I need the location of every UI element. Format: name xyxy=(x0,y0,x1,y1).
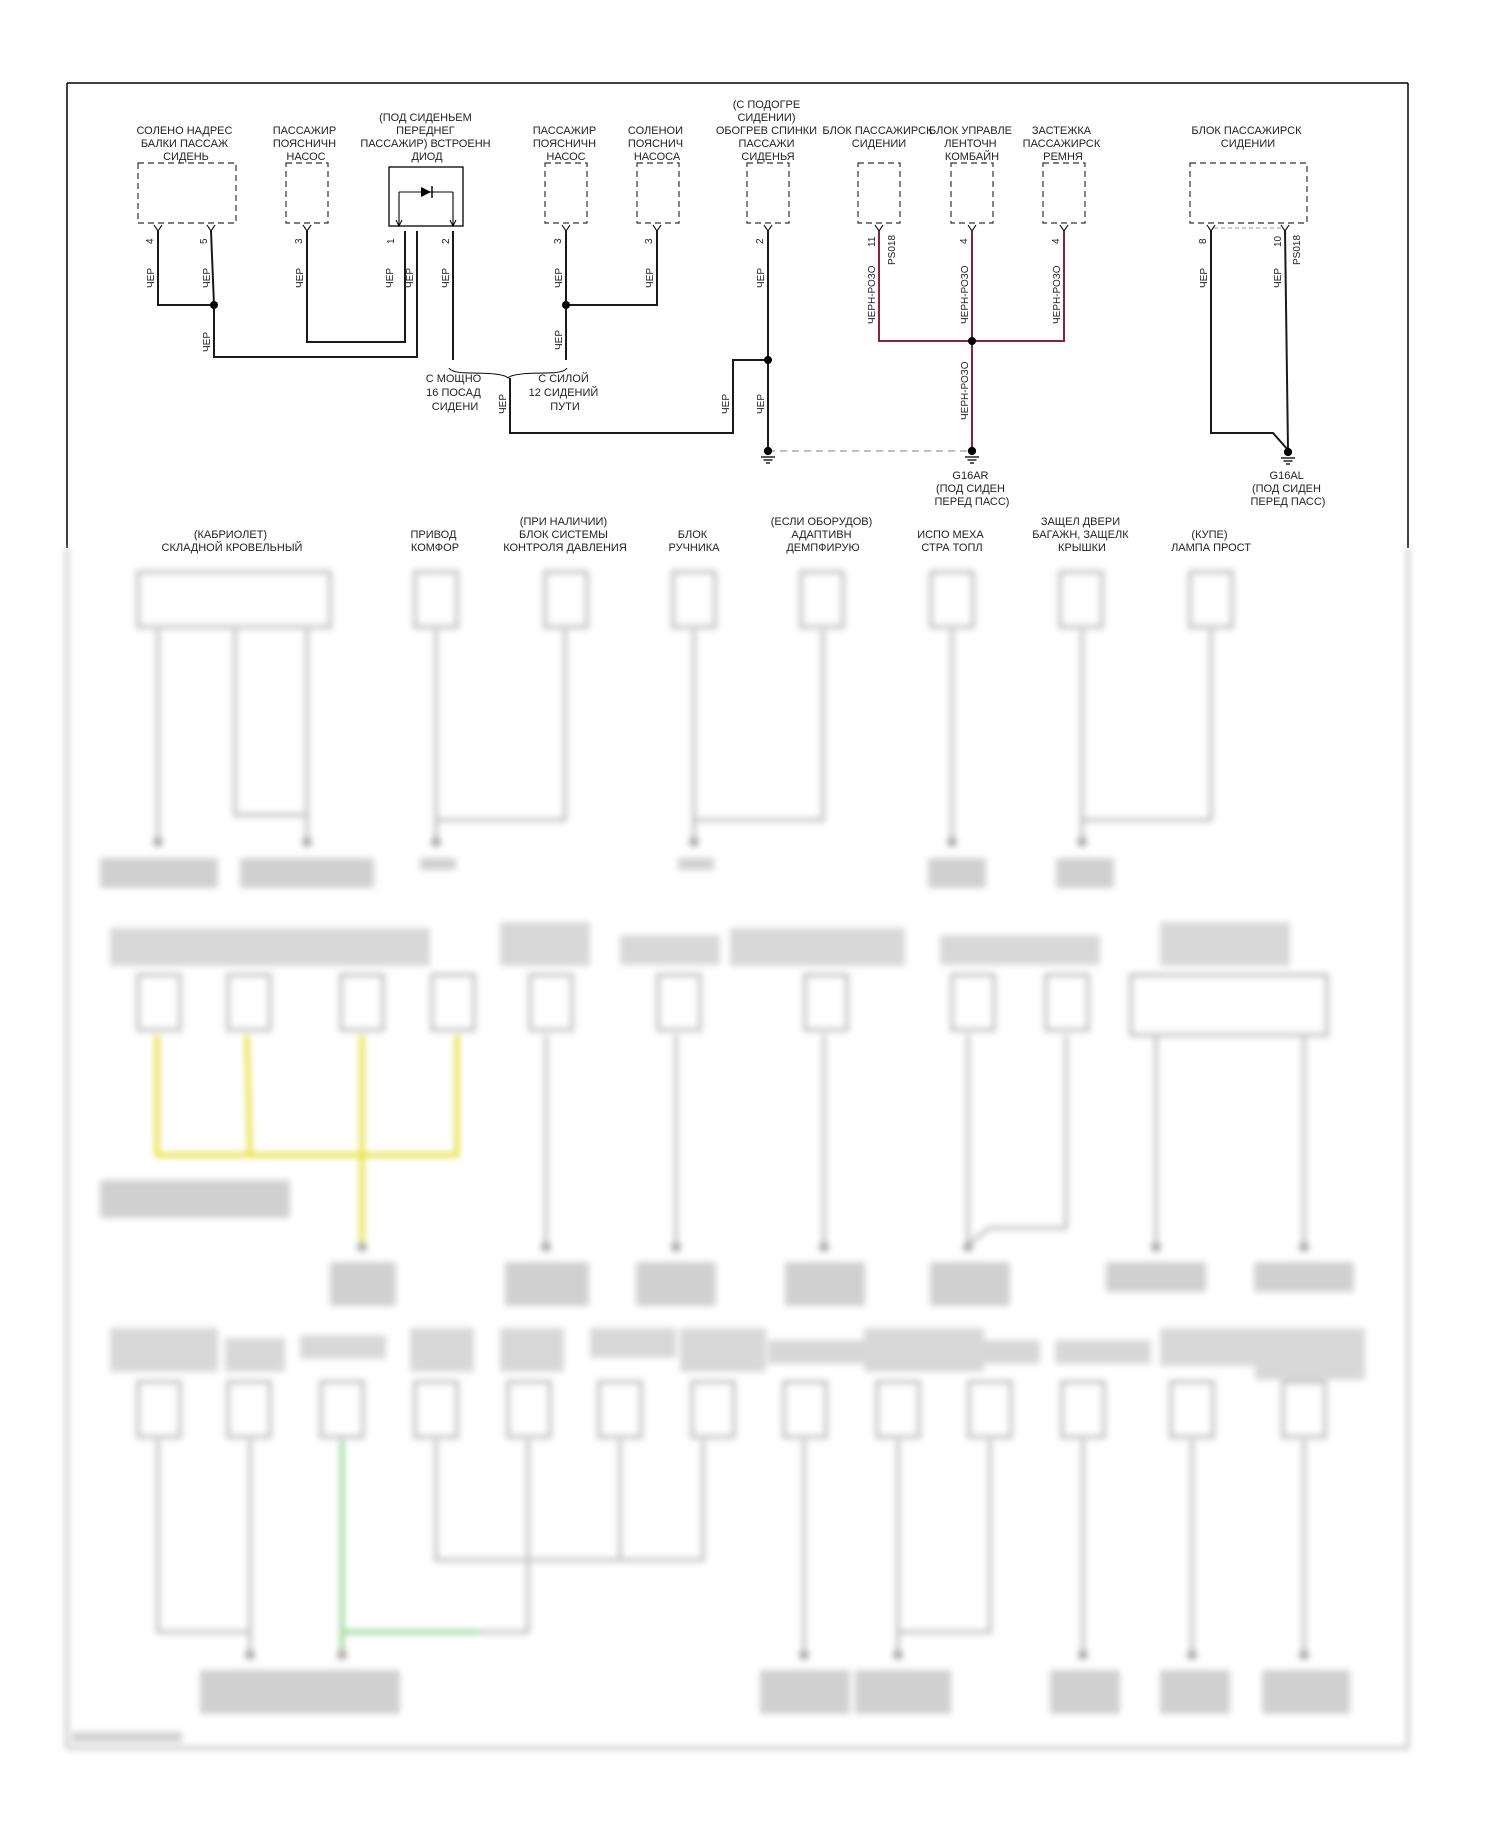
pin-numbers xyxy=(145,235,1303,265)
label-c3: (ПОД СИДЕНЬЕМ ПЕРЕДНЕГ ПАССАЖИР) ВСТРОЕНН ДИОД xyxy=(360,112,491,163)
component-box-c5 xyxy=(637,163,679,223)
component-box-c4 xyxy=(545,163,587,223)
svg-text:PS018: PS018 xyxy=(1292,234,1303,265)
header-m6: ИСПО МЕХА СТРА ТОПЛ xyxy=(917,529,984,554)
component-box-c6 xyxy=(747,163,789,223)
label-c6: (С ПОДОГРЕ СИДЕНИИ) ОБОГРЕВ СПИНКИ ПАССАЖИ СИДЕНЬЯ xyxy=(715,99,818,163)
ground-label-g16ar: G16AR (ПОД СИДЕН ПЕРЕД ПАСС) xyxy=(934,470,1010,508)
ground-icon xyxy=(965,448,979,464)
component-box-c8 xyxy=(951,163,993,223)
splice-note-left: С МОЩНО 16 ПОСАД СИДЕНИ xyxy=(425,373,482,413)
svg-text:ЧЕР: ЧЕР xyxy=(498,393,509,414)
header-m4: БЛОК РУЧНИКА xyxy=(668,529,720,554)
svg-text:ЧЕР: ЧЕР xyxy=(721,393,732,414)
svg-text:PS018: PS018 xyxy=(887,234,898,265)
component-box-c1 xyxy=(138,163,236,223)
svg-text:3: 3 xyxy=(644,238,655,244)
svg-text:ЧЕР: ЧЕР xyxy=(1273,267,1284,288)
svg-text:2: 2 xyxy=(755,238,766,244)
header-m1: (КАБРИОЛЕТ) СКЛАДНОЙ КРОВЕЛЬНЫЙ xyxy=(161,529,303,554)
label-c2: ПАССАЖИР ПОЯСНИЧН НАСОС xyxy=(272,125,337,163)
middle-section-headers xyxy=(162,516,1252,554)
svg-text:4: 4 xyxy=(1051,238,1062,244)
svg-text:ЧЕРН-РОЗО: ЧЕРН-РОЗО xyxy=(1052,265,1063,324)
svg-text:ЧЕР: ЧЕР xyxy=(202,331,213,352)
svg-text:3: 3 xyxy=(294,238,305,244)
ground-icon xyxy=(761,448,775,464)
svg-text:ЧЕР: ЧЕР xyxy=(756,267,767,288)
label-c5: СОЛЕНОИ ПОЯСНИЧ НАСОСА xyxy=(627,125,684,163)
svg-text:ЧЕР: ЧЕР xyxy=(756,393,767,414)
ground-icon xyxy=(1281,449,1295,465)
top-section xyxy=(136,99,1325,554)
diode-icon xyxy=(421,187,431,197)
svg-text:10: 10 xyxy=(1273,235,1284,247)
splice-dots xyxy=(210,301,976,364)
splice-note-right: С СИЛОЙ 12 СИДЕНИЙ ПУТИ xyxy=(528,373,599,413)
label-c7: БЛОК ПАССАЖИРСК СИДЕНИИ xyxy=(822,125,933,150)
component-box-c10 xyxy=(1190,163,1307,223)
wire-c10-pin8 xyxy=(1211,231,1288,450)
black-wires xyxy=(158,231,1288,454)
diagram-frame xyxy=(67,83,1408,548)
svg-text:ЧЕР: ЧЕР xyxy=(1199,267,1210,288)
svg-text:ЧЕР: ЧЕР xyxy=(295,267,306,288)
svg-text:ЧЕР: ЧЕР xyxy=(202,267,213,288)
component-box-c9 xyxy=(1043,163,1085,223)
svg-text:4: 4 xyxy=(145,238,156,244)
component-box-c3 xyxy=(389,167,463,226)
svg-text:8: 8 xyxy=(1198,238,1209,244)
wire-c10-pin10 xyxy=(1285,231,1288,450)
svg-text:ЧЕР: ЧЕР xyxy=(441,267,452,288)
svg-text:ЧЕР: ЧЕР xyxy=(554,329,565,350)
svg-text:11: 11 xyxy=(867,236,878,247)
label-c8: БЛОК УПРАВЛЕ ЛЕНТОЧН КОМБАЙН xyxy=(928,125,1012,163)
diode-component xyxy=(389,167,463,226)
svg-text:ЧЕР: ЧЕР xyxy=(554,267,565,288)
component-box-c2 xyxy=(286,163,328,223)
wire-c1-trunk xyxy=(214,231,417,357)
component-boxes xyxy=(138,163,1307,223)
label-c9: ЗАСТЕЖКА ПАССАЖИРСК РЕМНЯ xyxy=(1022,125,1101,163)
header-m7: ЗАЩЕЛ ДВЕРИ БАГАЖН, ЗАЩЕЛК КРЫШКИ xyxy=(1032,516,1129,554)
label-c1: СОЛЕНО НАДРЕС БАЛКИ ПАССАЖ СИДЕНЬ xyxy=(136,125,233,163)
ground-label-g16al: G16AL (ПОД СИДЕН ПЕРЕД ПАСС) xyxy=(1250,470,1326,508)
svg-text:1: 1 xyxy=(386,238,397,244)
svg-text:ЧЕРН-РОЗО: ЧЕРН-РОЗО xyxy=(867,265,878,324)
svg-text:3: 3 xyxy=(553,238,564,244)
svg-text:ЧЕР: ЧЕР xyxy=(385,267,396,288)
label-c4: ПАССАЖИР ПОЯСНИЧН НАСОС xyxy=(532,125,597,163)
svg-text:ЧЕР: ЧЕР xyxy=(645,267,656,288)
header-m5: (ЕСЛИ ОБОРУДОВ) АДАПТИВН ДЕМПФИРУЮ xyxy=(770,516,873,554)
blurred-lower-section xyxy=(67,548,1408,1748)
svg-text:2: 2 xyxy=(441,238,452,244)
svg-text:ЧЕРН-РОЗО: ЧЕРН-РОЗО xyxy=(960,361,971,420)
svg-text:ЧЕР: ЧЕР xyxy=(405,267,416,288)
svg-text:ЧЕР: ЧЕР xyxy=(146,267,157,288)
header-m2: ПРИВОД КОМФОР xyxy=(410,529,460,554)
svg-text:5: 5 xyxy=(199,238,210,244)
header-m3: (ПРИ НАЛИЧИИ) БЛОК СИСТЕМЫ КОНТРОЛЯ ДАВЛЕНИЯ xyxy=(503,516,627,554)
connector-pins xyxy=(154,225,1289,231)
label-c10: БЛОК ПАССАЖИРСК СИДЕНИИ xyxy=(1191,125,1302,150)
svg-text:4: 4 xyxy=(959,238,970,244)
svg-text:ЧЕРН-РОЗО: ЧЕРН-РОЗО xyxy=(960,265,971,324)
header-m8: (КУПЕ) ЛАМПА ПРОСТ xyxy=(1171,529,1251,554)
component-box-c7 xyxy=(858,163,900,223)
component-labels xyxy=(136,99,1304,163)
ground-symbols xyxy=(761,448,1295,465)
wire-c9 xyxy=(972,231,1064,341)
